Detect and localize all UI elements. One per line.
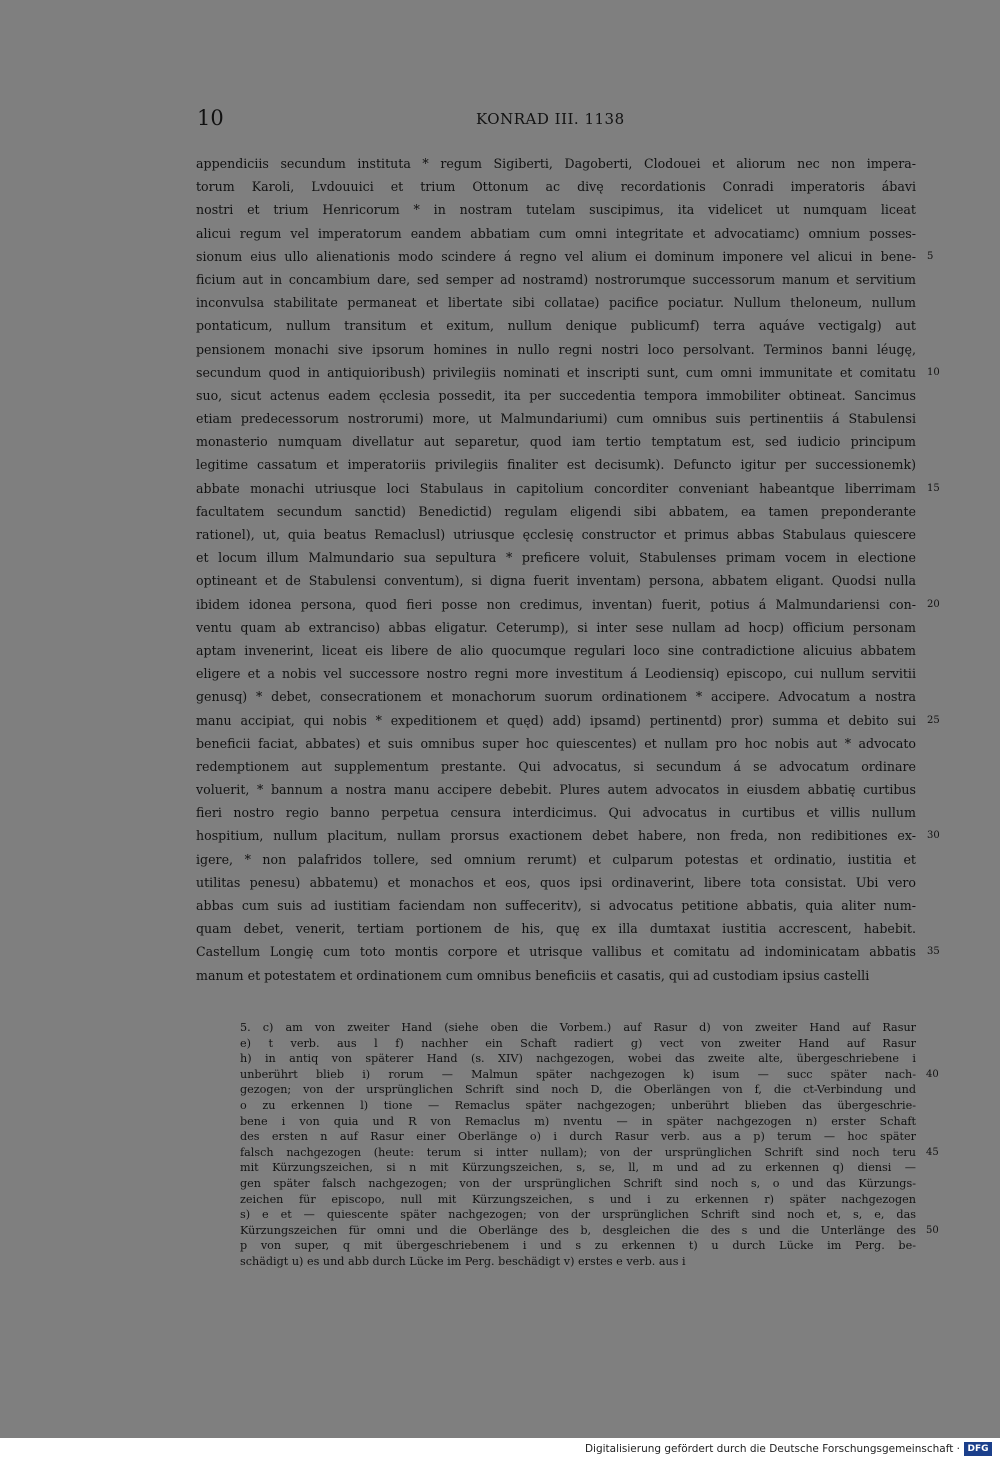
note-line-text: zeichen für episcopo, null mit Kürzungszeichen, s und i zu erkennen r) später nachgezogen [240, 1192, 916, 1206]
text-line [196, 384, 916, 407]
text-line-text: hospitium, nullum placitum, nullam prorsus exactionem debet habere, non freda, non redibitiones ex- [196, 828, 916, 844]
text-line [196, 801, 916, 824]
note-line [240, 1145, 939, 1161]
note-line-text: unberührt blieb i) rorum — Malmun später nachgezogen k) isum — succ später nach- [240, 1067, 916, 1081]
line-number: 20 [927, 598, 940, 610]
text-line [196, 546, 916, 569]
text-line-text: ibidem idonea persona, quod fieri posse non credimus, inventan) fuerit, potius á Malmundariensi con- [196, 596, 916, 612]
text-line-text: torum Karoli, Lvdouuici et trium Ottonum ac divę recordationis Conradi imperatoris ábavi [196, 179, 916, 195]
text-line-text: abbas cum suis ad iustitiam faciendam non suffeceritv), si advocatus petitione abbatis, quia aliter num- [196, 898, 916, 913]
text-line-text: voluerit, * bannum a nostra manu accipere debebit. Plures autem advocatos in eiusdem abbatię curtibus [196, 782, 916, 798]
note-line [240, 1254, 916, 1270]
note-line-text: gezogen; von der ursprünglichen Schrift sind noch D, die Oberlängen von f, die ct-Verbindung und [240, 1083, 916, 1097]
note-line-number: 45 [926, 1146, 939, 1158]
text-line-text: etiam predecessorum nostrorumi) more, ut Malmundariumi) cum omnibus suis pertinentiis á Stabulensi [196, 411, 916, 427]
text-line [196, 894, 916, 917]
text-line [196, 245, 934, 268]
note-line [240, 1082, 916, 1098]
text-line-text: utilitas penesu) abbatemu) et monachos et eos, quos ipsi ordinaverint, libere tota consistat. Ubi vero [196, 874, 916, 890]
text-line [196, 639, 916, 662]
dfg-logo: DFG [964, 1442, 992, 1456]
text-line-text: legitime cassatum et imperatoriis privilegiis finaliter est decisumk). Defuncto igitur per successionemk) [196, 457, 916, 473]
note-line-text: e) t verb. aus l f) nachher ein Schaft radiert g) vect von zweiter Hand auf Rasur [240, 1036, 916, 1050]
note-line-text: gen später falsch nachgezogen; von der ursprünglichen Schrift sind noch s, o und das Kürzungs- [240, 1176, 916, 1190]
line-number: 25 [927, 714, 940, 726]
text-line-text: nostri et trium Henricorum * in nostram tutelam suscipimus, ita videlicet ut numquam liceat [196, 202, 916, 218]
text-line-text: suo, sicut actenus eadem ęcclesia possedit, ita per succedentia tempora immobiliter obtineat. Sancimus [196, 387, 916, 403]
text-line-text: alicui regum vel imperatorum eandem abbatiam cum omni integritate et advocatiamc) omnium posses- [196, 225, 916, 241]
text-line-text: rationel), ut, quia beatus Remaclusl) utriusque ęcclesię constructor et primus abbas Stabulaus quiescere [196, 527, 916, 542]
text-line [196, 685, 916, 708]
text-line [196, 268, 916, 291]
text-line [196, 755, 916, 778]
text-line [196, 778, 916, 801]
note-line-text: s) e et — quiescente später nachgezogen; von der ursprünglichen Schrift sind noch et, s, e, das [240, 1208, 916, 1222]
page-number: 10 [197, 106, 224, 130]
text-line [196, 222, 916, 245]
funding-notice: Digitalisierung gefördert durch die Deutsche Forschungsgemeinschaft · [584, 1443, 960, 1455]
text-line [196, 198, 916, 221]
text-line [196, 871, 916, 894]
text-line [196, 407, 916, 430]
note-line-text: o zu erkennen l) tione — Remaclus später nachgezogen; unberührt blieben das übergeschrie- [240, 1098, 916, 1112]
note-line [240, 1067, 939, 1083]
text-line-text: ficium aut in concambium dare, sed semper ad nostramd) nostrorumque successorum manum et servitium [196, 271, 916, 287]
text-line-text: facultatem secundum sanctid) Benedictid) regulam eligendi sibi abbatem, ea tamen preponderante [196, 503, 916, 519]
text-line [196, 662, 916, 685]
note-line [240, 1020, 916, 1036]
text-line-text: aptam invenerint, liceat eis libere de alio quocumque regulari loco sine contradictione alicuius abbatem [196, 642, 916, 658]
text-line [196, 291, 916, 314]
text-line-text: genusq) * debet, consecrationem et monachorum suorum ordinationem * accipere. Advocatum a nostra [196, 689, 916, 705]
line-number: 35 [927, 946, 940, 958]
line-number: 15 [927, 482, 940, 494]
note-line-number: 50 [926, 1224, 939, 1236]
text-line-text: beneficii faciat, abbates) et suis omnibus super hoc quiescentes) et nullam pro hoc nobis aut * advocato [196, 735, 916, 751]
note-line [240, 1207, 916, 1223]
note-line-text: mit Kürzungszeichen, si n mit Kürzungszeichen, s, se, ll, m und ad zu erkennen q) diensi — [240, 1161, 916, 1175]
text-line-text: optineant et de Stabulensi conventum), si digna fuerit inventam) persona, abbatem eligant. Quodsi nulla [196, 573, 916, 589]
running-title: KONRAD III. 1138 [476, 110, 625, 128]
text-line-text: quam debet, venerit, tertiam portionem de his, quę ex illa dumtaxat iustitia accrescent, habebit. [196, 921, 916, 937]
note-line-text: p von super, q mit übergeschriebenem i und s zu erkennen t) u durch Lücke im Perg. be- [240, 1239, 916, 1253]
note-line [240, 1051, 916, 1067]
text-line-text: manu accipiat, qui nobis * expeditionem et quęd) add) ipsamd) pertinentd) pror) summa et debito sui [196, 712, 916, 728]
text-line [196, 523, 916, 546]
text-line-text: monasterio numquam divellatur aut separetur, quod iam tertio temptatum est, sed iudicio principum [196, 434, 916, 450]
text-line [196, 917, 916, 940]
note-line-text: Kürzungszeichen für omni und die Oberlänge des b, desgleichen die des s und die Unterlänge des [240, 1223, 916, 1237]
note-line [240, 1114, 916, 1130]
text-line [196, 314, 916, 337]
text-line [196, 709, 940, 732]
text-line [196, 430, 916, 453]
footer-bar [0, 1438, 1000, 1461]
note-line-number: 40 [926, 1068, 939, 1080]
text-line-text: pontaticum, nullum transitum et exitum, nullum denique publicumf) terra aquáve vectigalg) aut [196, 318, 916, 334]
text-line [196, 732, 916, 755]
text-line-text: eligere et a nobis vel successore nostro regni more investitum á Leodiensiq) episcopo, cui nullum servitii [196, 666, 916, 682]
text-line-text: fieri nostro regio banno perpetua censura interdicimus. Qui advocatus in curtibus et villis nullum [196, 805, 916, 821]
text-line-text: pensionem monachi sive ipsorum homines in nullo regni nostri loco persolvant. Terminos banni léugę, [196, 341, 916, 357]
note-line-text: schädigt u) es und abb durch Lücke im Perg. beschädigt v) erstes e verb. aus i [240, 1254, 686, 1268]
note-line [240, 1176, 916, 1192]
text-line-text: appendiciis secundum instituta * regum Sigiberti, Dagoberti, Clodouei et aliorum nec non impera- [196, 156, 916, 171]
note-line [240, 1036, 916, 1052]
text-line-text: inconvulsa stabilitate permaneat et libertate sibi collatae) pacifice pociatur. Nullum theloneum, nullum [196, 295, 916, 311]
text-line [196, 940, 940, 963]
text-line-text: abbate monachi utriusque loci Stabulaus in capitolium concorditer conveniant habeantque liberrimam [196, 480, 916, 496]
text-line [196, 453, 916, 476]
charter-text [196, 152, 940, 987]
note-line-text: 5. c) am von zweiter Hand (siehe oben die Vorbem.) auf Rasur d) von zweiter Hand auf Rasur [240, 1021, 916, 1034]
text-line [196, 361, 940, 384]
text-line [196, 824, 940, 847]
text-line [196, 175, 916, 198]
line-number: 10 [927, 366, 940, 378]
text-line-text: et locum illum Malmundario sua sepultura * preficere voluit, Stabulenses primam vocem in electione [196, 550, 916, 566]
note-line [240, 1223, 939, 1239]
text-line [196, 152, 916, 175]
text-line [196, 848, 916, 871]
text-line-text: ventu quam ab extranciso) abbas eligatur. Ceterump), si inter sese nullam ad hocp) officium personam [196, 619, 916, 635]
text-line-text: manum et potestatem et ordinationem cum omnibus beneficiis et casatis, qui ad custodiam ipsius castelli [196, 967, 870, 983]
text-line [196, 338, 916, 361]
note-line [240, 1160, 916, 1176]
text-line-text: Castellum Longię cum toto montis corpore et utrisque vallibus et comitatu ad indominicatam abbatis [196, 944, 916, 960]
text-line [196, 964, 916, 987]
text-line [196, 593, 940, 616]
line-number: 30 [927, 830, 940, 842]
line-number: 5 [927, 250, 934, 262]
note-line-text: falsch nachgezogen (heute: terum si intter nullam); von der ursprünglichen Schrift sind noch teru [240, 1145, 916, 1159]
text-line-text: redemptionem aut supplementum prestante. Qui advocatus, si secundum á se advocatum ordinare [196, 758, 916, 774]
text-line [196, 616, 916, 639]
note-line [240, 1238, 916, 1254]
note-line [240, 1098, 916, 1114]
footnotes [240, 1020, 939, 1270]
text-line-text: sionum eius ullo alienationis modo scindere á regno vel alium ei dominum imponere vel alicui in bene- [196, 248, 916, 264]
text-line [196, 500, 916, 523]
note-line-text: des ersten n auf Rasur einer Oberlänge o) i durch Rasur verb. aus a p) terum — hoc später [240, 1130, 916, 1144]
note-line-text: bene i von quia und R von Remaclus m) nventu — in später nachgezogen n) erster Schaft [240, 1114, 916, 1128]
note-line-text: h) in antiq von späterer Hand (s. XIV) nachgezogen, wobei das zweite alte, übergeschriebene i [240, 1052, 916, 1066]
text-line-text: secundum quod in antiquioribush) privilegiis nominati et inscripti sunt, cum omni immunitate et comitatu [196, 364, 916, 380]
note-line [240, 1192, 916, 1208]
text-line [196, 569, 916, 592]
text-line [196, 477, 940, 500]
text-line-text: igere, * non palafridos tollere, sed omnium rerumt) et culparum potestas et ordinatio, iustitia et [196, 851, 916, 867]
note-line [240, 1129, 916, 1145]
